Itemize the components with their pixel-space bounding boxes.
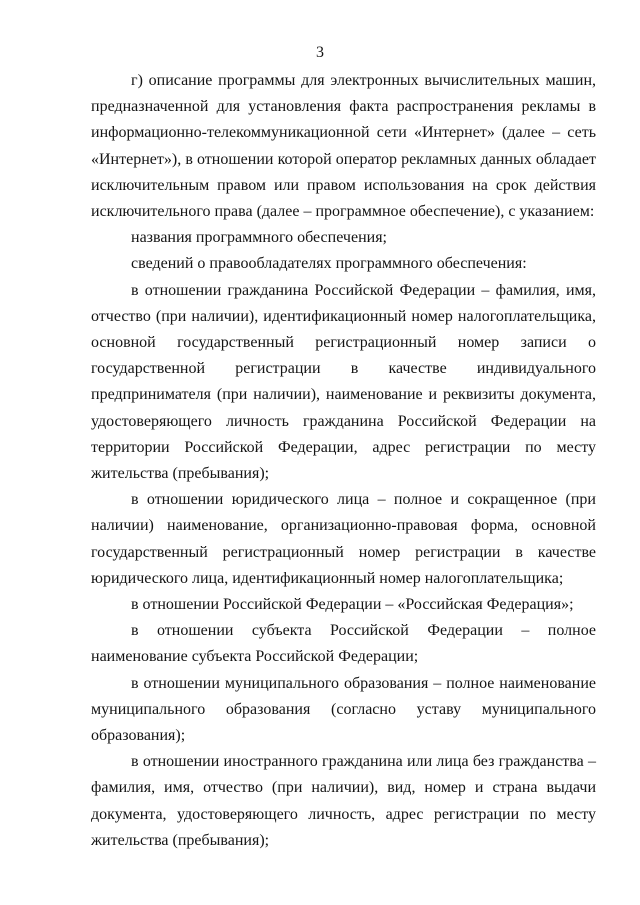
paragraph-software-name: названия программного обеспечения;: [131, 229, 387, 247]
paragraph-russian-federation: в отношении Российской Федерации – «Российская Федерация»;: [131, 596, 574, 614]
page-number: 3: [316, 44, 324, 61]
paragraph-foreign-citizen: в отношении иностранного гражданина или лица без гражданства – фамилия, имя, отчество (при наличии), вид, номер и страна выдачи документа, удостоверяющего личность, адрес регистрации по месту жительства (пребывания);: [91, 753, 596, 849]
paragraph-legal-entity: в отношении юридического лица – полное и сокращенное (при наличии) наименование, организационно-правовая форма, основной государственный регистрационный номер регистрации в качестве юридического лица, идентификационный номер налогоплательщика;: [91, 491, 596, 587]
paragraph-federal-subject: в отношении субъекта Российской Федерации – полное наименование субъекта Российской Федерации;: [91, 622, 596, 666]
paragraph-program-description: г) описание программы для электронных вычислительных машин, предназначенной для установления факта распространения рекламы в информационно-телекоммуникационной сети «Интернет» (далее – сеть «Интернет»), в отношении которой оператор рекламных данных обладает исключительным правом или правом использования на срок действия исключительного права (далее – программное обеспечение), с указанием:: [91, 72, 596, 221]
paragraph-rightholders-intro: сведений о правообладателях программного обеспечения:: [131, 255, 527, 273]
paragraph-municipality: в отношении муниципального образования – полное наименование муниципального образования (согласно уставу муниципального образования);: [91, 674, 596, 745]
paragraph-citizen-rf: в отношении гражданина Российской Федерации – фамилия, имя, отчество (при наличии), идентификационный номер налогоплательщика, основной государственный регистрационный номер записи о государственной регистрации в качестве индивидуального предпринимателя (при наличии), наименование и реквизиты документа, удостоверяющего личность гражданина Российской Федерации на территории Российской Федерации, адрес регистрации по месту жительства (пребывания);: [91, 281, 596, 483]
document-body: [91, 68, 596, 854]
